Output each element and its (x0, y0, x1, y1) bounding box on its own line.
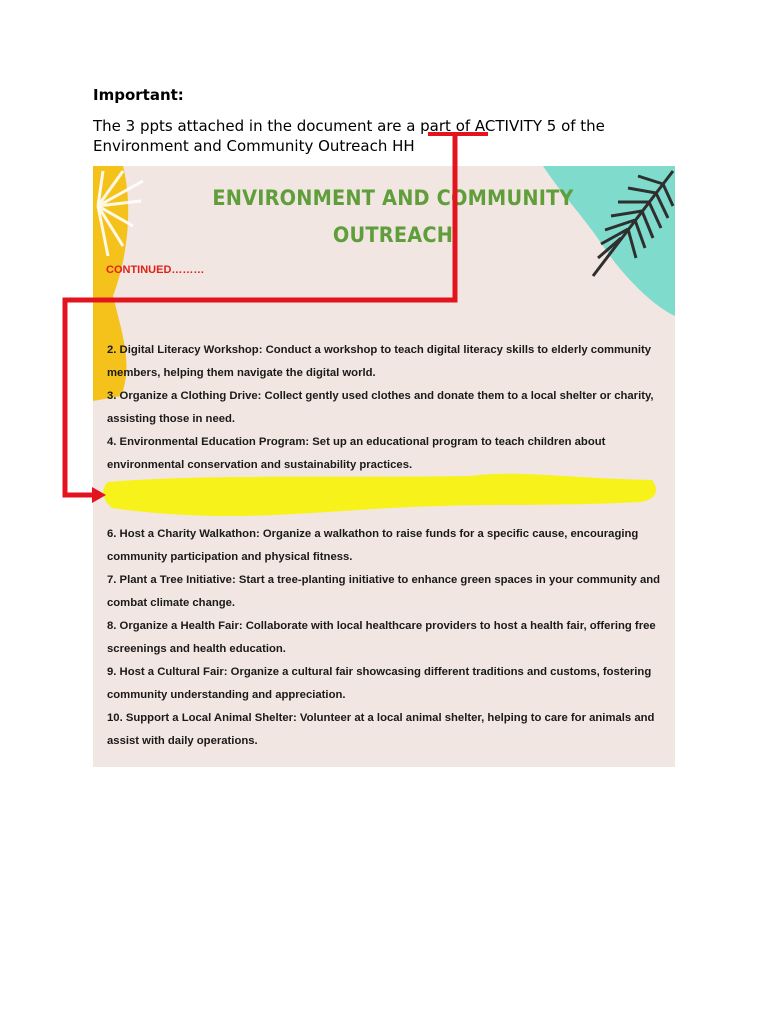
list-item: 3. Organize a Clothing Drive: Collect gently used clothes and donate them to a local shelter or charity, assisting those in need. (107, 390, 654, 425)
slide-title-line-1: ENVIRONMENT AND COMMUNITY (212, 186, 574, 210)
continued-label: CONTINUED……… (106, 264, 205, 276)
list-item: 4. Environmental Education Program: Set up an educational program to teach children about environmental conservation and sustainability practices. (107, 436, 606, 471)
list-item: 7. Plant a Tree Initiative: Start a tree-planting initiative to enhance green spaces in your community and combat climate change. (107, 574, 661, 609)
list-item: 9. Host a Cultural Fair: Organize a cultural fair showcasing different traditions and customs, fostering community understanding and appreciation. (107, 666, 652, 701)
list-item: 8. Organize a Health Fair: Collaborate with local healthcare providers to host a health fair, offering free screenings and health education. (107, 620, 656, 655)
highlighted-item-placeholder (107, 477, 667, 523)
list-item: 10. Support a Local Animal Shelter: Volunteer at a local animal shelter, helping to care for animals and assist with daily operations. (107, 712, 655, 747)
list-item: 6. Host a Charity Walkathon: Organize a walkathon to raise funds for a specific cause, encouraging community participation and physical fitness. (107, 528, 639, 563)
intro-paragraph (93, 116, 653, 156)
important-heading: Important: (93, 86, 184, 104)
list-item: 2. Digital Literacy Workshop: Conduct a workshop to teach digital literacy skills to elderly community members, helping them navigate the digital world. (107, 344, 652, 379)
intro-line-2: Environment and Community Outreach HH (93, 137, 415, 155)
activity-list (107, 339, 667, 753)
slide-title-line-2: OUTREACH (332, 223, 454, 247)
intro-line-1: The 3 ppts attached in the document are a part of ACTIVITY 5 of the (93, 117, 605, 135)
embedded-slide-image (93, 166, 675, 767)
